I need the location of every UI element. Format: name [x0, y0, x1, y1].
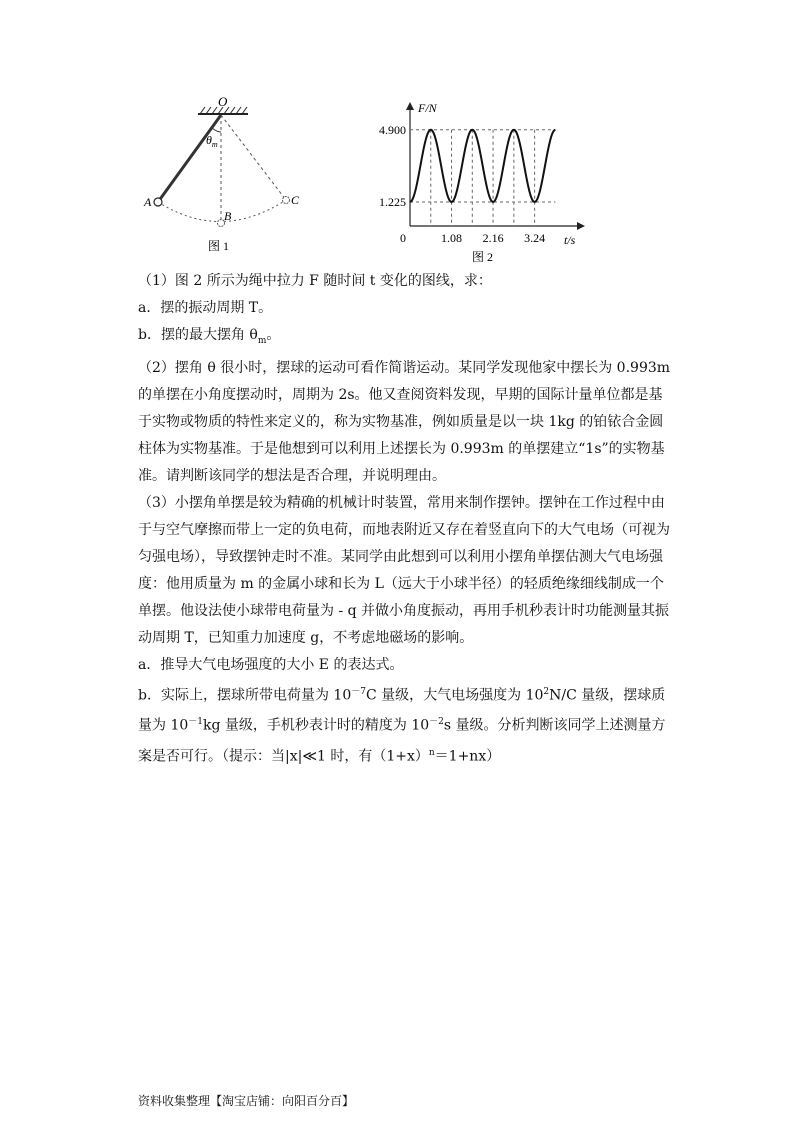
y-axis-arrow	[406, 102, 414, 110]
figure-2-caption: 图 2	[472, 250, 494, 264]
figure-1-caption: 图 1	[208, 239, 230, 253]
x-axis-arrow	[577, 222, 585, 230]
ball-a	[154, 198, 162, 206]
q3b: b．实际上，摆球所带电荷量为 $10^{-7}C$ 量级，大气电场强度为 $10^2N/C$ 量级，摆球质量为 $10^{-1}kg$ 量级，手机秒表计时的精度为 $10^{-2}s$ 量级。分析判断该同学上述测量方案是否可行。（提示：当|x|≪1 时，有$(1+x)^n=1+nx$）	[138, 686, 666, 765]
dashed-line-to-c	[221, 115, 286, 200]
angle-arc	[212, 128, 221, 132]
theta-m-label: $\theta_m$	[206, 133, 218, 149]
figure-2-chart	[362, 98, 594, 268]
origin-label: 0	[400, 231, 406, 245]
ball-c	[283, 197, 290, 204]
series-line-force	[410, 130, 555, 202]
y-tick-label-min: 1.225	[379, 194, 406, 209]
footer-source: 资料收集整理【淘宝店铺：向阳百分百】	[138, 1094, 355, 1108]
q3a: a．推导大气电场强度的大小 E 的表达式。	[138, 656, 404, 673]
q1-intro: （1）图 2 所示为绳中拉力 F 随时间 t 变化的图线，求：	[138, 273, 492, 289]
point-o-label: O	[218, 94, 228, 109]
x-axis-label: t/s	[564, 233, 576, 247]
point-c-label: C	[291, 193, 300, 207]
pendulum-string	[158, 115, 221, 202]
point-b-label: B	[224, 209, 232, 223]
q2: （2）摆角 θ 很小时，摆球的运动可看作简谐运动。某同学发现他家中摆长为 0.993m 的单摆在小角度摆动时，周期为 2s。他又查阅资料发现，早期的国际计量单位都是基于实物或物质的特性来定义的，称为实物基准，例如质量是以一块 1kg 的铂铱合金圆柱体为实物基准。于是他想到可以利用上述摆长为 0.993m 的单摆建立“1s”的实物基准。请判断该同学的想法是否合理，并说明理由。	[138, 359, 671, 484]
swing-arc	[158, 200, 286, 222]
q1b: b．摆的最大摆角 $\theta_m$。	[138, 327, 281, 346]
y-tick-label-max: 4.900	[379, 122, 406, 137]
q3: （3）小摆角单摆是较为精确的机械计时装置，常用来制作摆钟。摆钟在工作过程中由于与空气摩擦而带上一定的负电荷，而地表附近又存在着竖直向下的大气电场（可视为匀强电场），导致摆钟走时不准。某同学由此想到可以利用小摆角单摆估测大气电场强度：他用质量为 m 的金属小球和长为 L（远大于小球半径）的轻质绝缘细线制成一个单摆。他设法使小球带电荷量为 - q 并做小角度振动，再用手机秒表计时功能测量其振动周期 T，已知重力加速度 g，不考虑地磁场的影响。	[138, 494, 670, 646]
x-tick-label: 3.24	[524, 231, 546, 245]
q1a: a．摆的振动周期 T。	[138, 300, 273, 316]
figure-1-pendulum	[140, 92, 320, 267]
x-tick-label: 2.16	[482, 231, 504, 245]
y-axis-label: F/N	[418, 101, 437, 115]
chart-guides	[410, 130, 555, 226]
x-tick-label: 1.08	[441, 231, 463, 245]
question-body	[138, 268, 672, 771]
point-a-label: A	[144, 195, 152, 209]
